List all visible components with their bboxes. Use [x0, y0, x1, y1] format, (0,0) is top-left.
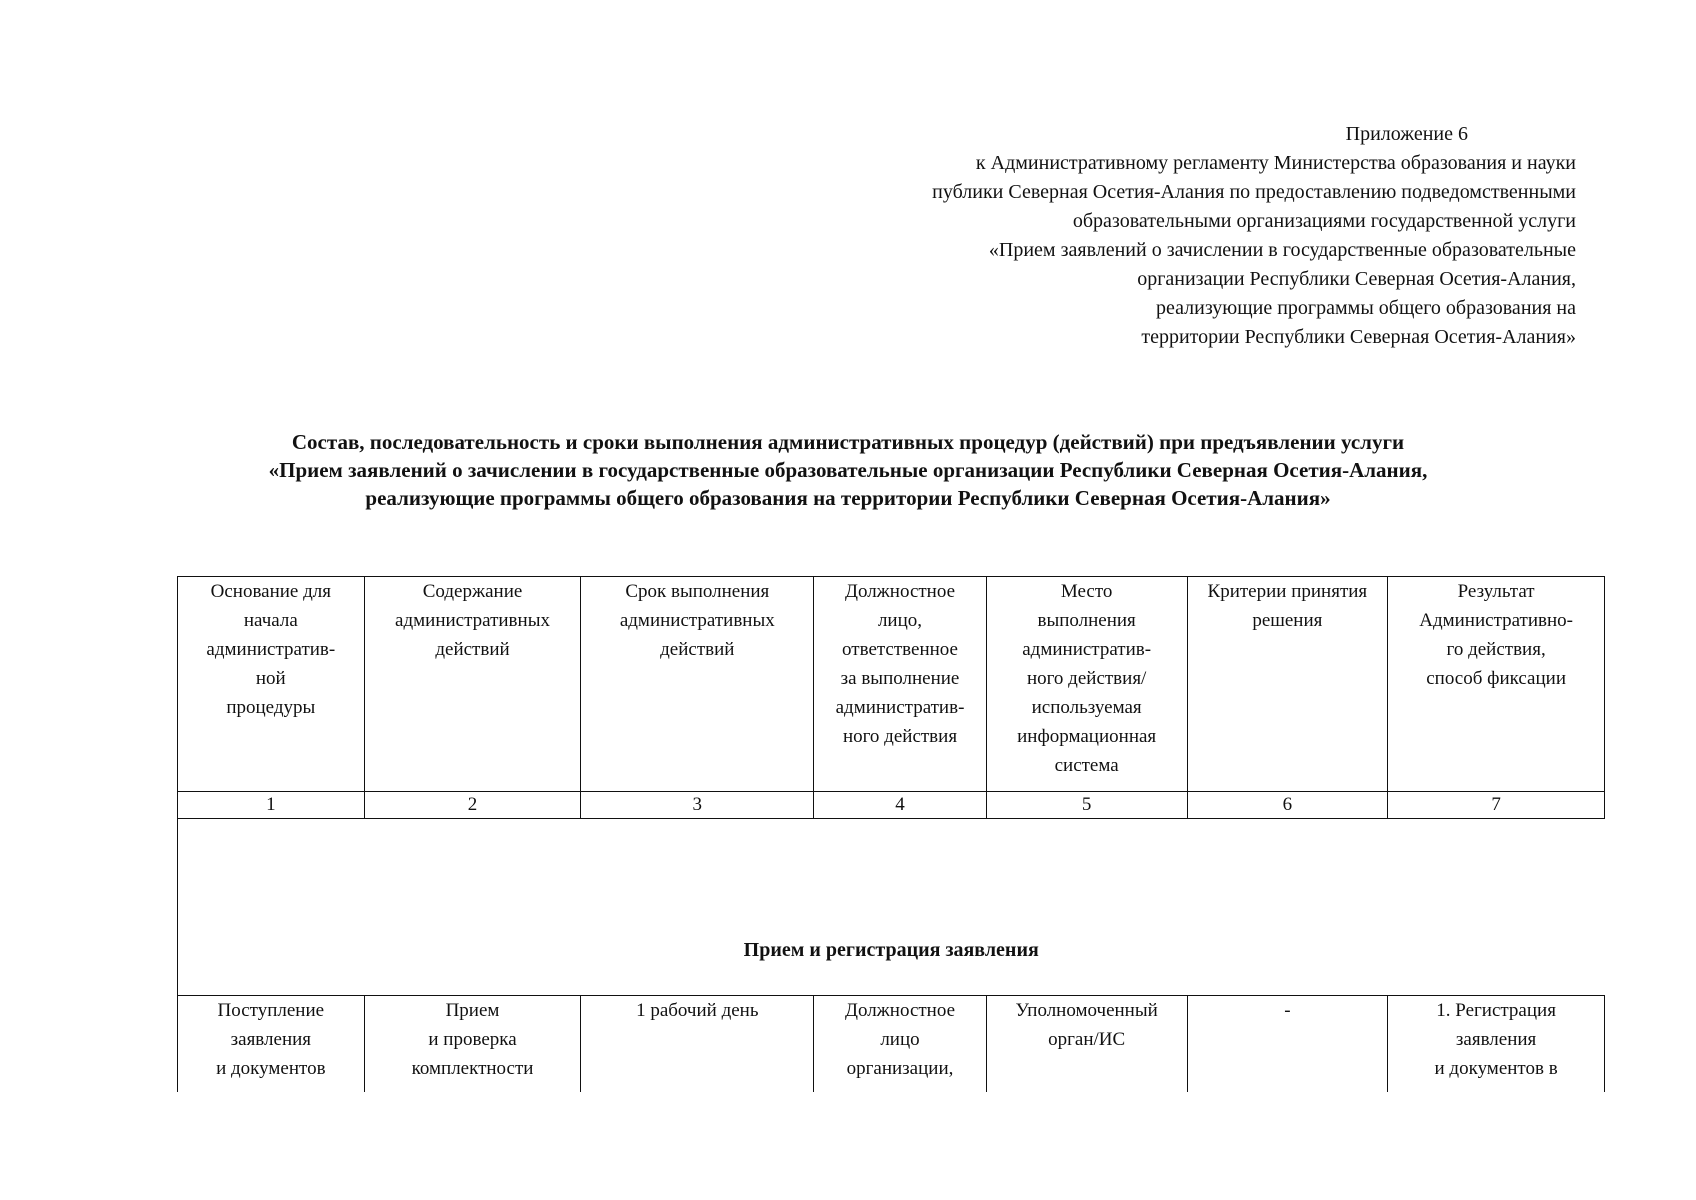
column-number-row — [178, 792, 1605, 819]
header-cell-basis: Основание для начала административ- ной процедуры — [178, 577, 365, 792]
section-row — [178, 819, 1605, 996]
table-header-row — [178, 577, 1605, 792]
appendix-title: Приложение 6 — [1345, 123, 1468, 145]
column-number: 3 — [581, 792, 814, 819]
table-cell: 1. Регистрация заявления и документов в — [1388, 996, 1605, 1093]
section-title: Прием и регистрация заявления — [178, 819, 1605, 996]
procedures-table — [177, 576, 1605, 1092]
table-row — [178, 996, 1605, 1093]
table-cell: Прием и проверка комплектности — [364, 996, 581, 1093]
document-title-line: реализующие программы общего образования на территории Республики Северная Осетия-Алания» — [365, 486, 1331, 510]
table-cell: Должностное лицо организации, — [814, 996, 987, 1093]
appendix-line: к Административному регламенту Министерства образования и науки — [975, 152, 1576, 174]
appendix-line: публики Северная Осетия-Алания по предоставлению подведомственными — [932, 181, 1576, 203]
column-number: 1 — [178, 792, 365, 819]
column-number: 2 — [364, 792, 581, 819]
column-number: 6 — [1187, 792, 1388, 819]
appendix-header — [816, 120, 1576, 352]
header-cell-criteria: Критерии принятия решения — [1187, 577, 1388, 792]
appendix-line: реализующие программы общего образования на — [1155, 297, 1576, 319]
appendix-line: образовательными организациями государственной услуги — [1072, 210, 1576, 232]
table-cell: 1 рабочий день — [581, 996, 814, 1093]
appendix-line: «Прием заявлений о зачислении в государственные образовательные — [988, 239, 1576, 261]
appendix-line: территории Республики Северная Осетия-Алания» — [1141, 326, 1576, 348]
column-number: 5 — [986, 792, 1187, 819]
column-number: 7 — [1388, 792, 1605, 819]
header-cell-term: Срок выполнения административных действий — [581, 577, 814, 792]
header-cell-content: Содержание административных действий — [364, 577, 581, 792]
document-title — [130, 428, 1566, 512]
appendix-line: организации Республики Северная Осетия-Алания, — [1137, 268, 1576, 290]
header-cell-official: Должностное лицо, ответственное за выполнение административ- ного действия — [814, 577, 987, 792]
table-cell: Поступление заявления и документов — [178, 996, 365, 1093]
table-cell: Уполномоченный орган/ИС — [986, 996, 1187, 1093]
column-number: 4 — [814, 792, 987, 819]
document-title-line: «Прием заявлений о зачислении в государственные образовательные организации Республики Северная Осетия-Алания, — [268, 458, 1428, 482]
header-cell-place: Место выполнения административ- ного действия/ используемая информационная система — [986, 577, 1187, 792]
table-cell: - — [1187, 996, 1388, 1093]
document-title-line: Состав, последовательность и сроки выполнения административных процедур (действий) при предъявлении услуги — [291, 430, 1405, 454]
header-cell-result: Результат Административно- го действия, способ фиксации — [1388, 577, 1605, 792]
